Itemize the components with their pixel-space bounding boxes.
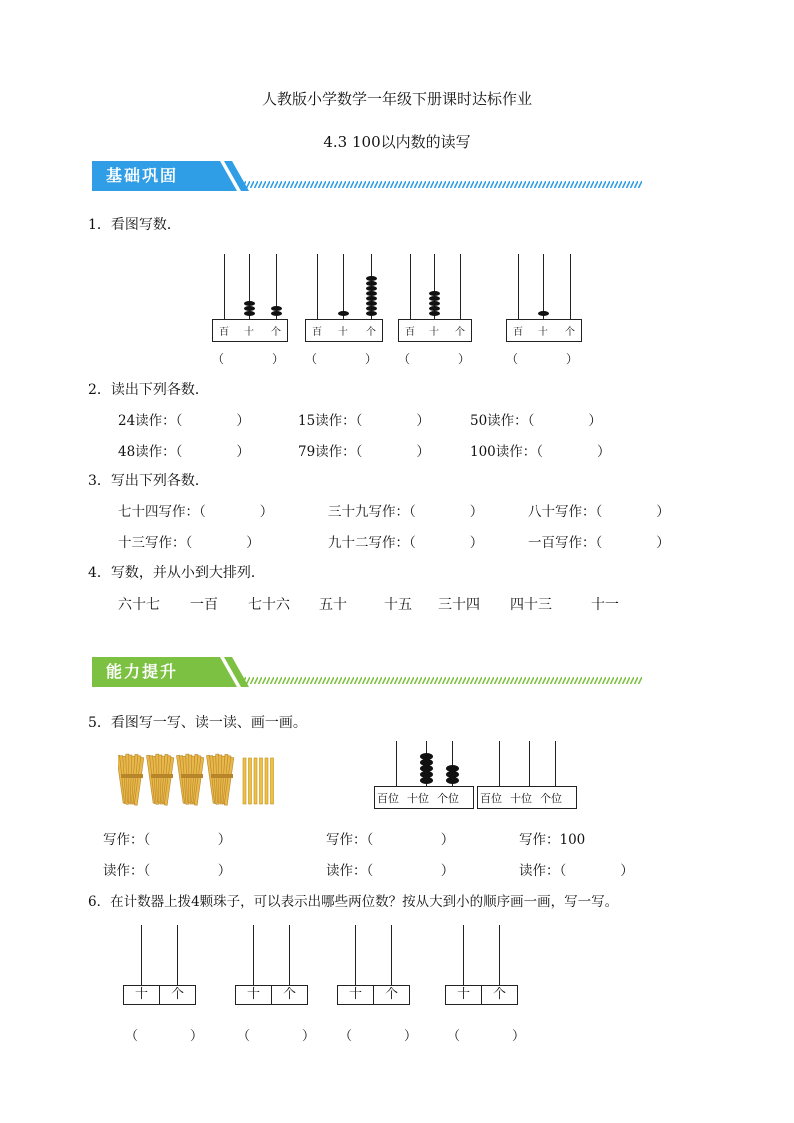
counter-rod xyxy=(253,925,254,985)
abacus-bead xyxy=(366,286,377,291)
abacus-bead xyxy=(446,777,459,784)
abacus-place-label: 个 xyxy=(366,327,376,338)
q4-number: 五十 xyxy=(319,597,347,613)
q5-write-1: 写作：（ ） xyxy=(103,832,232,848)
q5-read-3: 读作：（ ） xyxy=(519,863,634,879)
abacus-place-label: 十 xyxy=(538,327,548,338)
section-banner-basic xyxy=(92,161,642,191)
answer-blank: （ ） xyxy=(237,1029,316,1044)
section-banner-advanced xyxy=(92,657,642,687)
abacus-rod xyxy=(555,741,556,786)
abacus-bead xyxy=(446,771,459,778)
abacus-bead xyxy=(338,311,349,316)
abacus-place-label: 十 xyxy=(429,327,439,338)
abacus-bead xyxy=(420,765,433,772)
abacus-rod xyxy=(396,741,397,786)
q2-item: 50读作：（ ） xyxy=(470,413,602,429)
abacus-place-label: 百位 xyxy=(480,792,502,805)
abacus-place-label: 百 xyxy=(219,327,229,338)
counter-cell: 十 xyxy=(337,985,374,1005)
counter-rod xyxy=(289,925,290,985)
abacus-bead xyxy=(429,291,440,296)
abacus-bead xyxy=(271,306,282,311)
abacus-bead xyxy=(366,296,377,301)
answer-blank: （ ） xyxy=(447,1029,526,1044)
answer-blank: （ ） xyxy=(339,1029,418,1044)
abacus-bead xyxy=(244,311,255,316)
abacus-place-label: 个 xyxy=(271,327,281,338)
counter-cell: 个 xyxy=(481,985,518,1005)
q4-number: 一百 xyxy=(190,597,218,613)
abacus-bead xyxy=(271,311,282,316)
question-1: 1．看图写数． xyxy=(88,217,181,233)
q2-item: 79读作：（ ） xyxy=(298,444,430,460)
abacus-bead xyxy=(366,311,377,316)
section-label-basic: 基础巩固 xyxy=(106,166,179,185)
counter-cell: 十 xyxy=(123,985,160,1005)
q2-item: 48读作：（ ） xyxy=(118,444,250,460)
abacus-bead xyxy=(429,301,440,306)
abacus-place-label: 个位 xyxy=(540,792,562,805)
q2-item: 24读作：（ ） xyxy=(118,413,250,429)
counter-rod xyxy=(141,925,142,985)
abacus-place-label: 百位 xyxy=(377,792,399,805)
q3-item: 七十四写作：（ ） xyxy=(118,504,274,520)
lesson-subtitle: 4.3 100以内数的读写 xyxy=(323,133,471,151)
counter-rod xyxy=(177,925,178,985)
answer-blank: （ ） xyxy=(305,352,378,366)
q3-item: 三十九写作：（ ） xyxy=(328,504,484,520)
counter-cell: 个 xyxy=(159,985,196,1005)
abacus-bead xyxy=(366,281,377,286)
abacus-bead xyxy=(420,771,433,778)
abacus-bead xyxy=(420,759,433,766)
abacus-bead xyxy=(429,296,440,301)
q4-number: 六十七 xyxy=(118,597,160,613)
question-4: 4．写数，并从小到大排列． xyxy=(88,565,265,581)
answer-blank: （ ） xyxy=(506,352,579,366)
abacus-rod xyxy=(224,254,225,319)
abacus-rod xyxy=(317,254,318,319)
q2-item: 15读作：（ ） xyxy=(298,413,430,429)
q3-item: 一百写作：（ ） xyxy=(528,535,670,551)
abacus-bead xyxy=(538,311,549,316)
q4-number: 十五 xyxy=(384,597,412,613)
abacus-bead xyxy=(429,311,440,316)
abacus-place-label: 百 xyxy=(405,327,415,338)
abacus-place-label: 十 xyxy=(338,327,348,338)
abacus-bead xyxy=(244,301,255,306)
q4-number: 十一 xyxy=(591,597,619,613)
abacus-bead xyxy=(429,306,440,311)
q5-write-3: 写作：100 xyxy=(519,832,586,848)
section-label-advanced: 能力提升 xyxy=(106,662,179,681)
abacus-rod xyxy=(570,254,571,319)
abacus-bead xyxy=(244,306,255,311)
abacus-bead xyxy=(366,306,377,311)
abacus-place-label: 十位 xyxy=(510,792,532,805)
abacus-bead xyxy=(420,753,433,760)
counter-rod xyxy=(463,925,464,985)
counter-rod xyxy=(391,925,392,985)
question-2: 2．读出下列各数． xyxy=(88,382,209,398)
abacus-bead xyxy=(366,291,377,296)
abacus-rod xyxy=(343,254,344,319)
counter-cell: 十 xyxy=(445,985,482,1005)
banner-hatch xyxy=(242,677,642,684)
abacus-place-label: 个位 xyxy=(437,792,459,805)
abacus-rod xyxy=(410,254,411,319)
abacus-bead xyxy=(446,765,459,772)
q3-item: 八十写作：（ ） xyxy=(528,504,670,520)
counter-cell: 十 xyxy=(235,985,272,1005)
answer-blank: （ ） xyxy=(398,352,471,366)
q3-item: 十三写作：（ ） xyxy=(118,535,260,551)
counter-rod xyxy=(499,925,500,985)
answer-blank: （ ） xyxy=(125,1029,204,1044)
counter-cell: 个 xyxy=(373,985,410,1005)
question-3: 3．写出下列各数． xyxy=(88,473,209,489)
page-title: 人教版小学数学一年级下册课时达标作业 xyxy=(261,90,532,108)
q4-number: 三十四 xyxy=(438,597,480,613)
q5-read-1: 读作：（ ） xyxy=(103,863,232,879)
abacus-place-label: 个 xyxy=(455,327,465,338)
abacus-place-label: 百 xyxy=(513,327,523,338)
abacus-rod xyxy=(518,254,519,319)
abacus-place-label: 十位 xyxy=(407,792,429,805)
abacus-rod xyxy=(460,254,461,319)
counter-rod xyxy=(355,925,356,985)
abacus-bead xyxy=(420,777,433,784)
q4-number: 七十六 xyxy=(248,597,290,613)
abacus-bead xyxy=(366,276,377,281)
abacus-bead xyxy=(366,301,377,306)
q2-item: 100读作：（ ） xyxy=(470,444,611,460)
stick-bundles-illustration xyxy=(118,752,278,812)
q4-number: 四十三 xyxy=(510,597,552,613)
abacus-rod xyxy=(499,741,500,786)
banner-hatch xyxy=(242,181,642,188)
q5-read-2: 读作：（ ） xyxy=(326,863,455,879)
abacus-rod xyxy=(529,741,530,786)
abacus-place-label: 百 xyxy=(312,327,322,338)
question-6: 6．在计数器上拨4颗珠子，可以表示出哪些两位数？按从大到小的顺序画一画，写一写。 xyxy=(88,894,619,910)
q5-write-2: 写作：（ ） xyxy=(326,832,455,848)
answer-blank: （ ） xyxy=(212,352,285,366)
abacus-rod xyxy=(543,254,544,319)
abacus-place-label: 十 xyxy=(244,327,254,338)
q3-item: 九十二写作：（ ） xyxy=(328,535,484,551)
counter-cell: 个 xyxy=(271,985,308,1005)
question-5: 5．看图写一写、读一读、画一画。 xyxy=(88,715,307,731)
abacus-place-label: 个 xyxy=(565,327,575,338)
